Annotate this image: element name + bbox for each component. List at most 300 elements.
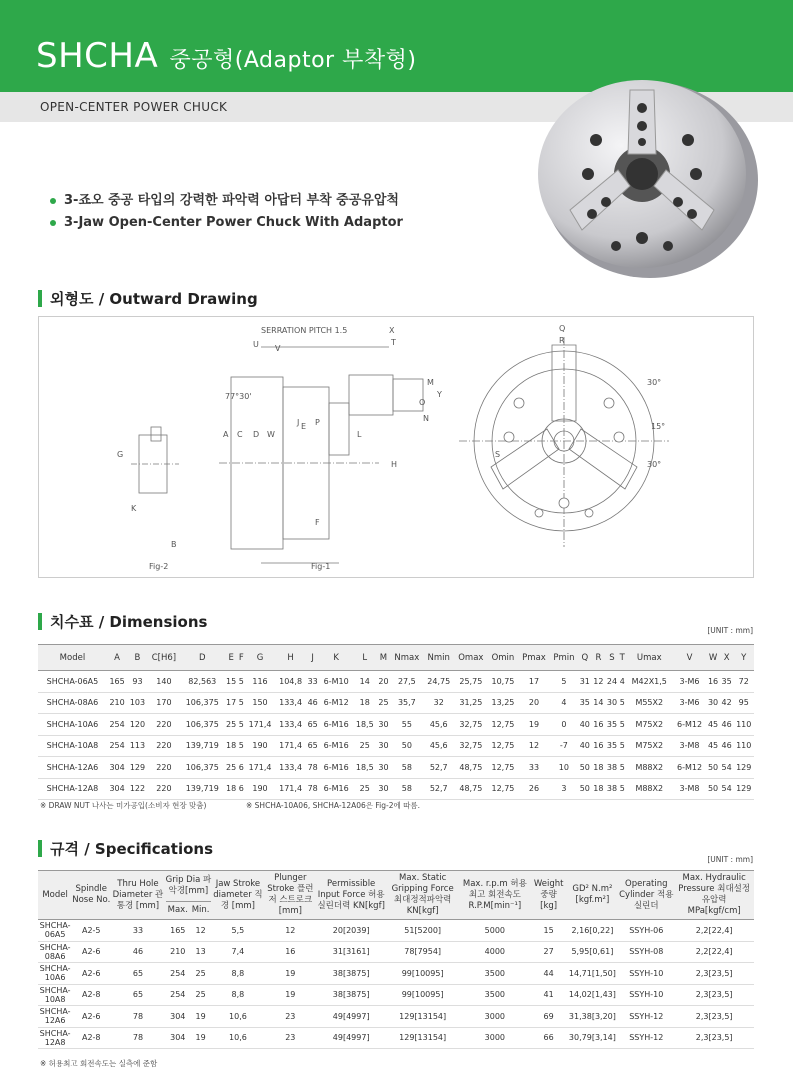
column-header: C[H6] — [148, 645, 181, 671]
table-cell: 78 — [306, 757, 320, 779]
table-cell: 14 — [592, 692, 606, 714]
table-cell: 6-M10 — [319, 671, 352, 693]
table-cell: M75X2 — [626, 714, 673, 736]
table-cell: 78 — [110, 1027, 165, 1049]
column-header: Jaw Stroke diameter 직경 [mm] — [211, 871, 264, 920]
serration-label: SERRATION PITCH 1.5 — [261, 326, 348, 335]
table-row — [38, 692, 754, 714]
table-cell: 139,719 — [180, 778, 224, 800]
dim-letter: M — [427, 378, 434, 387]
specifications-note: ※ 허용최고 회전속도는 실측에 준함 — [40, 1059, 158, 1068]
table-cell: 25 — [190, 963, 211, 985]
table-cell: 38[3875] — [316, 984, 386, 1006]
table-cell: 65 — [110, 963, 165, 985]
table-cell: 49[4997] — [316, 1006, 386, 1028]
table-cell: 25 — [190, 984, 211, 1006]
table-cell: 25 — [377, 692, 391, 714]
table-cell: 12 — [592, 671, 606, 693]
table-cell: 46 — [110, 941, 165, 963]
table-cell: 2,2[22,4] — [674, 920, 754, 942]
table-cell: 106,375 — [180, 692, 224, 714]
table-cell: 4000 — [459, 941, 531, 963]
table-cell: 65 — [306, 714, 320, 736]
table-cell: 18,5 — [353, 757, 377, 779]
table-cell: A2-6 — [72, 963, 110, 985]
table-cell: 5 — [619, 757, 626, 779]
table-cell: 6 — [238, 778, 245, 800]
table-cell: 5000 — [459, 920, 531, 942]
dim-letter: N — [423, 414, 429, 423]
table-cell: 99[10095] — [386, 984, 459, 1006]
table-cell: 129 — [733, 778, 754, 800]
angle-label-b: 30° — [647, 460, 662, 469]
bullet-dot-icon — [50, 198, 56, 204]
table-cell: SHCHA-08A6 — [39, 942, 71, 961]
table-cell: 6-M12 — [673, 714, 706, 736]
table-cell: 45 — [706, 735, 720, 757]
table-cell: 40 — [578, 714, 592, 736]
table-cell: 304 — [166, 1027, 190, 1049]
table-cell: 78[7954] — [386, 941, 459, 963]
column-header: Pmax — [518, 645, 550, 671]
table-cell: 5 — [619, 735, 626, 757]
table-cell: 31[3161] — [316, 941, 386, 963]
dim-letter: Y — [437, 390, 442, 399]
table-cell: 5 — [619, 714, 626, 736]
table-cell: 4 — [619, 671, 626, 693]
table-cell: 8,8 — [211, 963, 264, 985]
table-row — [38, 963, 754, 985]
table-cell: SHCHA-12A6 — [38, 757, 107, 779]
table-cell: 6-M16 — [319, 778, 352, 800]
table-cell: 33 — [518, 757, 550, 779]
table-cell: 116 — [245, 671, 276, 693]
table-cell: 10,6 — [211, 1006, 264, 1028]
table-cell: 95 — [733, 692, 754, 714]
table-cell: 171,4 — [275, 778, 306, 800]
table-cell: M75X2 — [626, 735, 673, 757]
table-cell: 69 — [531, 1006, 567, 1028]
table-cell: 12,75 — [488, 714, 519, 736]
table-cell: 10,6 — [211, 1027, 264, 1049]
dimensions-note-1: ※ DRAW NUT 나사는 미가공입(소비자 현장 맞춤) — [40, 801, 207, 810]
dim-letter: J — [297, 418, 300, 427]
table-cell: 45,6 — [423, 735, 454, 757]
table-cell: 38 — [605, 778, 619, 800]
table-row — [38, 671, 754, 693]
column-header: Max. Static Gripping Force 최대정적파악력 KN[kgf] — [386, 871, 459, 920]
table-cell: 99[10095] — [386, 963, 459, 985]
section-title-dimensions: 치수표 / Dimensions — [38, 611, 207, 632]
column-header: H — [275, 645, 306, 671]
column-header: L — [353, 645, 377, 671]
table-cell: 254 — [166, 984, 190, 1006]
table-cell: 12 — [518, 735, 550, 757]
table-cell: 50 — [578, 757, 592, 779]
page-title — [36, 36, 416, 76]
table-cell: 5 — [619, 692, 626, 714]
fig1-label: Fig-1 — [311, 562, 331, 571]
table-cell: 2,3[23,5] — [674, 963, 754, 985]
table-cell: 24 — [605, 671, 619, 693]
column-header: S — [605, 645, 619, 671]
table-cell: -7 — [550, 735, 578, 757]
table-cell: 26 — [518, 778, 550, 800]
table-cell: SSYH-06 — [618, 920, 674, 942]
table-cell: 13,25 — [488, 692, 519, 714]
table-cell: 2,3[23,5] — [674, 1006, 754, 1028]
column-header: Max. r.p.m 허용최고 회전속도 R.P.M[min⁻¹] — [459, 871, 531, 920]
table-cell: 19 — [265, 963, 316, 985]
table-cell: 19 — [190, 1006, 211, 1028]
table-cell: SSYH-10 — [618, 963, 674, 985]
table-cell: 129[13154] — [386, 1027, 459, 1049]
table-cell: 165 — [166, 920, 190, 942]
table-row — [38, 714, 754, 736]
column-header: Permissible Input Force 허용실린더력 KN[kgf] — [316, 871, 386, 920]
outward-drawing — [38, 316, 754, 578]
table-cell: 51[5200] — [386, 920, 459, 942]
dimensions-note-2: ※ SHCHA-10A06, SHCHA-12A06은 Fig-2에 따름. — [246, 801, 420, 810]
table-cell: 20 — [518, 692, 550, 714]
column-header: X — [720, 645, 734, 671]
table-cell: 19 — [190, 1027, 211, 1049]
table-cell: 49[4997] — [316, 1027, 386, 1049]
table-cell: 3500 — [459, 984, 531, 1006]
table-cell: 171,4 — [245, 757, 276, 779]
dim-letter: T — [391, 338, 396, 347]
table-cell: 25 — [353, 735, 377, 757]
table-cell: 16 — [592, 714, 606, 736]
column-header: Grip Dia 파악경[mm] — [166, 871, 212, 902]
table-cell: 46 — [306, 692, 320, 714]
table-cell: 14 — [353, 671, 377, 693]
table-cell: 32 — [423, 692, 454, 714]
table-cell: 5 — [619, 778, 626, 800]
table-cell: SSYH-10 — [618, 984, 674, 1006]
table-cell: 54 — [720, 757, 734, 779]
table-cell: 54 — [720, 778, 734, 800]
table-cell: 45,6 — [423, 714, 454, 736]
table-cell: 18 — [224, 735, 238, 757]
table-cell: 3-M6 — [673, 671, 706, 693]
title-sub: 중공형(Adaptor 부착형) — [169, 48, 417, 73]
table-cell: 78 — [306, 778, 320, 800]
table-cell: 2,2[22,4] — [674, 941, 754, 963]
table-cell: 30,79[3,14] — [567, 1027, 619, 1049]
table-cell: 120 — [127, 714, 147, 736]
column-header: R — [592, 645, 606, 671]
feature-bullets — [50, 190, 403, 234]
table-cell: 3 — [550, 778, 578, 800]
table-cell: 3000 — [459, 1006, 531, 1028]
dimensions-table — [38, 644, 754, 800]
table-cell: 58 — [390, 778, 423, 800]
dim-letter: P — [315, 418, 320, 427]
table-cell: 17 — [518, 671, 550, 693]
table-cell: 220 — [148, 778, 181, 800]
table-cell: SHCHA-10A6 — [38, 714, 107, 736]
section-title-specifications: 규격 / Specifications — [38, 838, 213, 859]
section-bar-icon — [38, 290, 42, 307]
table-cell: 35 — [605, 735, 619, 757]
specifications-unit: [UNIT : mm] — [707, 855, 753, 864]
drawing-svg — [39, 317, 755, 579]
table-cell: 304 — [107, 757, 127, 779]
table-cell: M88X2 — [626, 778, 673, 800]
table-cell: 35 — [605, 714, 619, 736]
table-cell: 210 — [166, 941, 190, 963]
table-cell: 104,8 — [275, 671, 306, 693]
table-cell: 6 — [238, 757, 245, 779]
table-cell: 48,75 — [454, 778, 488, 800]
table-cell: 50 — [578, 778, 592, 800]
table-cell: 6-M12 — [319, 692, 352, 714]
dim-letter: V — [275, 344, 281, 353]
table-cell: 46 — [720, 735, 734, 757]
column-header: M — [377, 645, 391, 671]
dim-letter: C — [237, 430, 243, 439]
table-cell: 16 — [265, 941, 316, 963]
dim-letter: R — [559, 336, 565, 345]
table-cell: 33 — [306, 671, 320, 693]
table-cell: 31,38[3,20] — [567, 1006, 619, 1028]
table-cell: 304 — [166, 1006, 190, 1028]
column-header: Plunger Stroke 플런저 스트로크 [mm] — [265, 871, 316, 920]
table-cell: 50 — [706, 757, 720, 779]
table-cell: 165 — [107, 671, 127, 693]
table-cell: 129[13154] — [386, 1006, 459, 1028]
table-cell: 15 — [224, 671, 238, 693]
table-cell: 8,8 — [211, 984, 264, 1006]
dimensions-header-row — [38, 645, 754, 671]
table-cell: 25 — [224, 714, 238, 736]
table-row — [38, 757, 754, 779]
table-cell: 30 — [706, 692, 720, 714]
table-cell: 12,75 — [488, 757, 519, 779]
table-cell: 5,95[0,61] — [567, 941, 619, 963]
table-cell: 82,563 — [180, 671, 224, 693]
table-cell: 65 — [306, 735, 320, 757]
column-header: Omin — [488, 645, 519, 671]
table-cell: A2-6 — [72, 941, 110, 963]
table-cell: 93 — [127, 671, 147, 693]
column-header: Nmin — [423, 645, 454, 671]
table-cell: SHCHA-10A8 — [39, 985, 71, 1004]
column-header: A — [107, 645, 127, 671]
table-cell: 27,5 — [390, 671, 423, 693]
table-cell: 24,75 — [423, 671, 454, 693]
table-cell: 6-M16 — [319, 714, 352, 736]
table-cell: 33 — [110, 920, 165, 942]
table-cell: 25,75 — [454, 671, 488, 693]
table-cell: 170 — [148, 692, 181, 714]
table-cell: 171,4 — [275, 735, 306, 757]
table-cell: 3000 — [459, 1027, 531, 1049]
table-cell: 52,7 — [423, 778, 454, 800]
table-cell: 52,7 — [423, 757, 454, 779]
table-cell: SHCHA-10A6 — [39, 964, 71, 983]
table-cell: A2-5 — [72, 920, 110, 942]
table-cell: 133,4 — [275, 757, 306, 779]
table-cell: SSYH-08 — [618, 941, 674, 963]
table-cell: 65 — [110, 984, 165, 1006]
table-cell: 35 — [720, 671, 734, 693]
column-header: T — [619, 645, 626, 671]
table-cell: 41 — [531, 984, 567, 1006]
table-cell: M55X2 — [626, 692, 673, 714]
dim-letter: L — [357, 430, 362, 439]
table-cell: 32,75 — [454, 735, 488, 757]
table-cell: A2-8 — [72, 1027, 110, 1049]
column-header: Operating Cylinder 적용 실린더 — [618, 871, 674, 920]
table-cell: 16 — [706, 671, 720, 693]
table-cell: 16 — [592, 735, 606, 757]
table-cell: 50 — [706, 778, 720, 800]
column-header: B — [127, 645, 147, 671]
table-cell: 25 — [353, 778, 377, 800]
table-cell: SSYH-12 — [618, 1006, 674, 1028]
table-cell: 113 — [127, 735, 147, 757]
table-cell: 133,4 — [275, 714, 306, 736]
column-header: Max. Hydraulic Pressure 최대설정유압력 MPa[kgf/cm] — [674, 871, 754, 920]
column-header: GD² N.m² [kgf.m²] — [567, 871, 619, 920]
table-cell: 27 — [531, 941, 567, 963]
table-cell: M42X1,5 — [626, 671, 673, 693]
column-header: Spindle Nose No. — [72, 871, 110, 920]
dim-letter: S — [495, 450, 501, 459]
table-cell: 6-M12 — [673, 757, 706, 779]
dim-letter: G — [117, 450, 124, 459]
table-cell: 220 — [148, 757, 181, 779]
table-cell: 5 — [238, 714, 245, 736]
dim-letter: B — [171, 540, 177, 549]
table-cell: 133,4 — [275, 692, 306, 714]
table-cell: 20 — [377, 671, 391, 693]
table-cell: SHCHA-10A8 — [38, 735, 107, 757]
table-cell: 32,75 — [454, 714, 488, 736]
column-header: Q — [578, 645, 592, 671]
table-cell: 30 — [377, 778, 391, 800]
dim-letter: E — [301, 422, 307, 431]
table-cell: SSYH-12 — [618, 1027, 674, 1049]
table-cell: 30 — [605, 692, 619, 714]
table-row — [38, 778, 754, 800]
table-cell: 110 — [733, 714, 754, 736]
table-cell: 12 — [265, 920, 316, 942]
column-header: Thru Hole Diameter 관통경 [mm] — [110, 871, 165, 920]
table-cell: 46 — [720, 714, 734, 736]
table-cell: 0 — [550, 714, 578, 736]
section-bar-icon — [38, 840, 42, 857]
table-cell: 30 — [377, 757, 391, 779]
table-cell: 19 — [265, 984, 316, 1006]
table-cell: 6-M16 — [319, 735, 352, 757]
table-cell: 30 — [377, 714, 391, 736]
table-cell: 7,4 — [211, 941, 264, 963]
table-cell: 106,375 — [180, 757, 224, 779]
table-cell: 72 — [733, 671, 754, 693]
table-cell: 38 — [605, 757, 619, 779]
table-cell: 304 — [107, 778, 127, 800]
table-cell: 40 — [578, 735, 592, 757]
table-cell: 31,25 — [454, 692, 488, 714]
table-cell: 3-M8 — [673, 778, 706, 800]
table-cell: 20[2039] — [316, 920, 386, 942]
column-header: Weight 중량 [kg] — [531, 871, 567, 920]
column-header: J — [306, 645, 320, 671]
table-cell: 18 — [353, 692, 377, 714]
table-cell: 220 — [148, 735, 181, 757]
table-cell: 19 — [518, 714, 550, 736]
bullet-item: 3-Jaw Open-Center Power Chuck With Adaptor — [50, 212, 403, 234]
table-cell: 3-M8 — [673, 735, 706, 757]
table-cell: 18 — [592, 757, 606, 779]
table-cell: 31 — [578, 671, 592, 693]
table-cell: 78 — [110, 1006, 165, 1028]
table-cell: 254 — [166, 963, 190, 985]
table-cell: 220 — [148, 714, 181, 736]
dimensions-unit: [UNIT : mm] — [707, 626, 753, 635]
table-cell: 139,719 — [180, 735, 224, 757]
table-cell: 44 — [531, 963, 567, 985]
table-cell: 190 — [245, 778, 276, 800]
column-header: V — [673, 645, 706, 671]
table-cell: 45 — [706, 714, 720, 736]
table-cell: 129 — [733, 757, 754, 779]
table-cell: 5 — [238, 735, 245, 757]
table-cell: 2,16[0,22] — [567, 920, 619, 942]
fig2-label: Fig-2 — [149, 562, 169, 571]
table-cell: 30 — [377, 735, 391, 757]
table-cell: 103 — [127, 692, 147, 714]
table-cell: 18 — [224, 778, 238, 800]
table-cell: 50 — [390, 735, 423, 757]
table-cell: 14,71[1,50] — [567, 963, 619, 985]
column-header: Y — [733, 645, 754, 671]
table-cell: 3500 — [459, 963, 531, 985]
column-header: F — [238, 645, 245, 671]
table-cell: 140 — [148, 671, 181, 693]
table-cell: 13 — [190, 941, 211, 963]
table-cell: 10 — [550, 757, 578, 779]
table-cell: 18,5 — [353, 714, 377, 736]
dim-letter: Q — [559, 324, 566, 333]
table-cell: 66 — [531, 1027, 567, 1049]
table-cell: 14,02[1,43] — [567, 984, 619, 1006]
table-cell: 122 — [127, 778, 147, 800]
dim-letter: K — [131, 504, 137, 513]
table-cell: 12 — [190, 920, 211, 942]
column-header: Pmin — [550, 645, 578, 671]
table-cell: 5,5 — [211, 920, 264, 942]
table-cell: 129 — [127, 757, 147, 779]
table-cell: 2,3[23,5] — [674, 1027, 754, 1049]
table-cell: A2-8 — [72, 984, 110, 1006]
table-cell: SHCHA-12A8 — [39, 1028, 71, 1047]
table-cell: 4 — [550, 692, 578, 714]
table-cell: SHCHA-12A6 — [39, 1007, 71, 1026]
column-subheader: Min. — [190, 901, 211, 919]
column-header: Model — [38, 645, 107, 671]
table-cell: 12,75 — [488, 778, 519, 800]
table-cell: 110 — [733, 735, 754, 757]
table-cell: 2,3[23,5] — [674, 984, 754, 1006]
table-cell: M88X2 — [626, 757, 673, 779]
column-header: E — [224, 645, 238, 671]
table-cell: 210 — [107, 692, 127, 714]
table-cell: 35 — [578, 692, 592, 714]
